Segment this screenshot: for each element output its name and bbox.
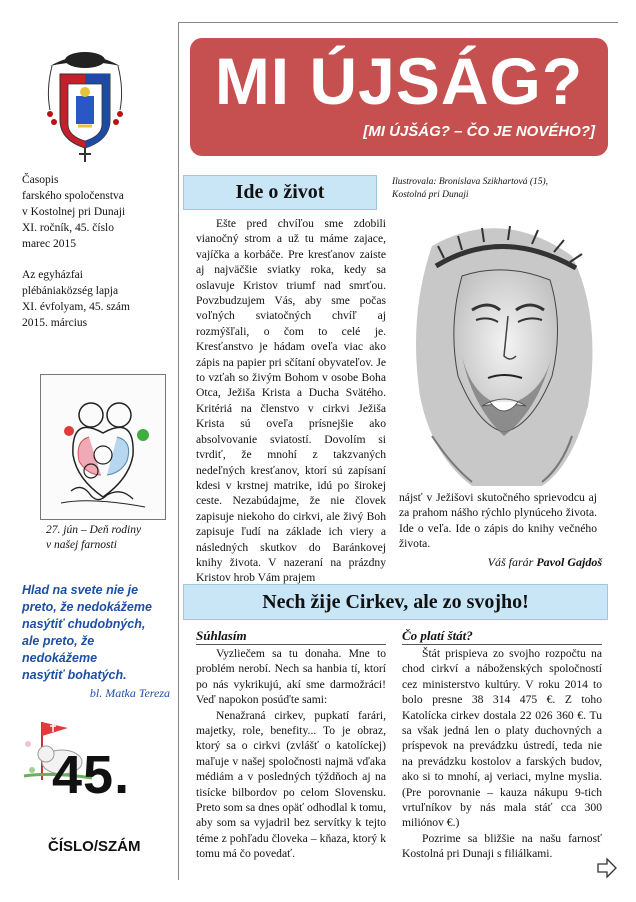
family-day-drawing	[40, 374, 166, 520]
christ-portrait-illustration	[392, 206, 618, 492]
info-line: Az egyházfai	[22, 269, 83, 281]
quote-line: ale preto, že nedokážeme	[22, 634, 98, 665]
frame-top-border	[178, 22, 618, 23]
issue-label: ČÍSLO/SZÁM	[48, 838, 141, 855]
paragraph: Vyzliečem sa tu donaha. Mne to problém nerobí. Nech sa hanbia tí, ktorí po nás vykrikujú, akí sme darmožráci! Veď napokon posúďte sami:	[196, 647, 386, 707]
caption-line: v našej farnosti	[46, 539, 117, 551]
info-line: 2015. március	[22, 317, 88, 329]
info-line: Časopis	[22, 174, 59, 186]
next-page-arrow-icon[interactable]	[596, 857, 618, 879]
info-line: XI. évfolyam, 45. szám	[22, 301, 130, 313]
signature-role: Váš farár	[487, 555, 534, 569]
article1-continuation: nájsť v Ježišovi skutočného sprievodcu aj za prahom nášho rýchlo plynúceho života. Ide o veľa. Ide o zápis do knihy večného života.	[399, 491, 597, 551]
quote-line: preto, že nedokážeme	[22, 600, 152, 614]
quote-text	[22, 582, 172, 684]
paragraph: Nenažraná cirkev, pupkatí farári, majetky, role, benefity... To je obraz, ktorý sa o cirkvi (zvlášť o katolíckej) maľuje v našej spoločnosti najmä vďaka médiám a v posledných týždňoch aj na tisícke bilbordov po celom Slovensku. Preto som sa dnes opäť odhodlal k tomu, aby som sa vyjadril bez servítky k tejto téme z pohľadu človeka – kňaza, ktorý k tomu má čo povedať.	[196, 708, 386, 861]
drawing-caption	[46, 523, 186, 553]
caption-line: Kostolná pri Dunaji	[392, 190, 469, 200]
right-column-text	[402, 646, 602, 862]
right-subsection	[402, 628, 602, 645]
article1-text: Ešte pred chvíľou sme zdobili vianočný strom a už tu máme zajace, vajíčka a korbáče. Pre kresťanov zaiste aj najväčšie sviatky roka, kedy sa oslavuje Kristov triumf nad smrťou. Povzbudzujem Vás, aby sme počas voľných sviatočných chvíľ aj rozmýšľali, o čom to celé je. Kresťanstvo je hádam oveľa viac ako zápis na papier pri sčítaní obyvateľov. Je to vzťah so živým Bohom v osobe Boha Otca, Ježiša Krista a Ducha Svätého. Kritériá na členstvo v cirkvi Ježiša Krista sú oveľa prísnejšie ako absolvovanie sviatostí. Dovolím si tvrdiť, že mnohí z takzvaných nedeľných kresťanov, ktorí sú zapísaní kdesi v krstnej matrike, idú po širokej ceste. Nezabúdajme, že nie človek zapisuje niekoho do cirkvi, ale živý Boh zapisuje ľudí na základe ich viery a následných skutkov do Baránkovej knihy života. V nazeraní na prázdny Kristov hrob Vám prajem	[196, 217, 386, 585]
paragraph: Štát prispieva zo svojho rozpočtu na chod cirkví a náboženských spoločností cez ministerstvo kultúry. V roku 2014 to bolo presne 38 314 475 €. Z toho Katolícka cirkev dostala 22 026 360 €. Tu sa však jedná len o platy duchovných a príspevok na prevádzku ústredí, teda nie na prevádzku kostolov a farských budov, ako si to mnohí, aj veriaci, mylne myslia. (Pre porovnanie – kauza nákupu 9-tich vrtuľníkov by nás mala stáť cca 300 miliónov €.)	[402, 647, 602, 830]
caption-line: Ilustrovala: Bronislava Szikhartová (15),	[392, 177, 549, 187]
masthead-title: MI ÚJSÁG?	[214, 44, 584, 118]
subsection-rule	[402, 644, 602, 645]
subsection-rule	[196, 644, 386, 645]
article-heading: Nech žije Cirkev, ale zo svojho!	[183, 584, 608, 620]
masthead-subtitle: [MI ÚJŠÁG? – ČO JE NOVÉHO?]	[363, 123, 595, 140]
quote-line: nasýtiť bohatých.	[22, 668, 127, 682]
publication-info-sk	[22, 172, 125, 252]
quote-line: Hlad na svete nie je	[22, 583, 139, 597]
info-line: farského spoločenstva	[22, 190, 124, 202]
article-heading: Ide o život	[183, 175, 377, 210]
left-column-text	[196, 646, 386, 862]
subsection-heading: Súhlasím	[196, 628, 247, 643]
publication-info-hu	[22, 267, 130, 331]
signature-name: Pavol Gajdoš	[536, 555, 602, 569]
issue-number: 45.	[52, 745, 131, 805]
paragraph: Pozrime sa bližšie na našu farnosť Kostolná pri Dunaji s filiálkami.	[402, 831, 602, 861]
info-line: v Kostolnej pri Dunaji	[22, 206, 126, 218]
caption-line: 27. jún – Deň rodiny	[46, 524, 142, 536]
illustration-caption	[392, 176, 592, 202]
info-line: plébániaközség lapja	[22, 285, 119, 297]
frame-divider	[178, 22, 179, 880]
quote-line: nasýtiť chudobných,	[22, 617, 146, 631]
info-line: XI. ročník, 45. číslo	[22, 222, 114, 234]
quote-author: bl. Matka Tereza	[89, 686, 170, 700]
left-subsection	[196, 628, 386, 645]
info-line: marec 2015	[22, 238, 76, 250]
parish-coat-of-arms-icon	[42, 40, 128, 164]
article1-signature	[400, 555, 602, 570]
subsection-heading: Čo platí štát?	[402, 628, 473, 643]
